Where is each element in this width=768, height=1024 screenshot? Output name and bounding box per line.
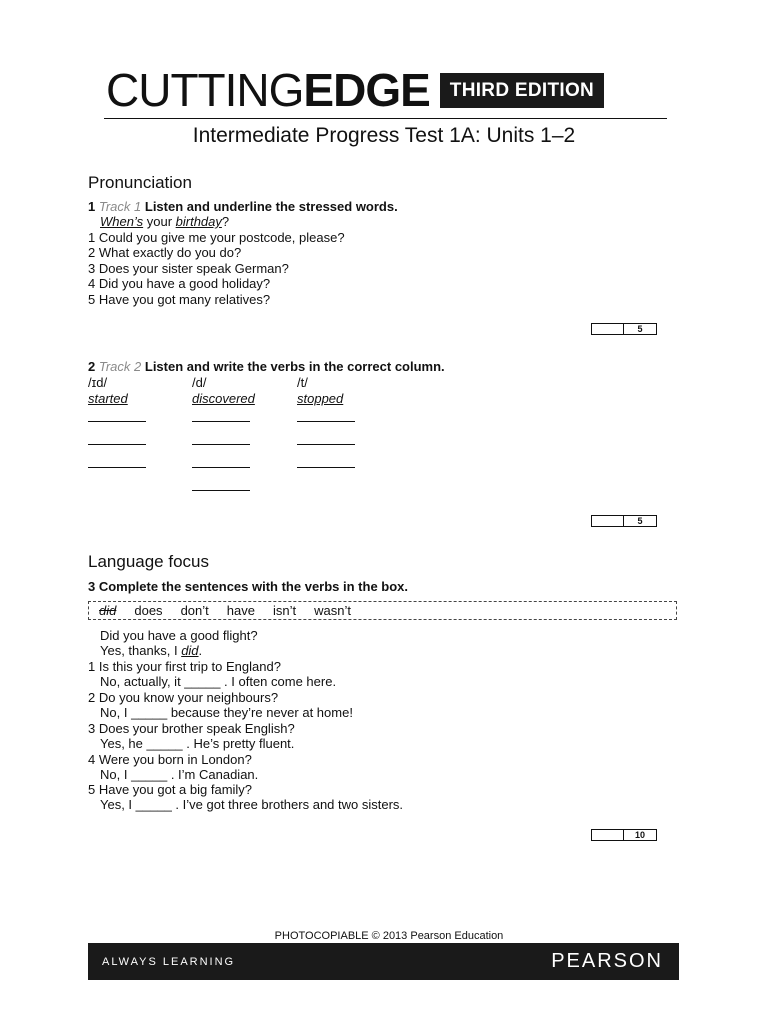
logo-cutting-text: CUTTING (106, 64, 304, 116)
column-sound: /ɪd/ (88, 375, 108, 390)
section-heading-pronunciation: Pronunciation (88, 173, 192, 192)
question-item: 2 What exactly do you do? (88, 245, 242, 260)
section-heading-language-focus: Language focus (88, 552, 209, 571)
question-1-example (100, 214, 229, 230)
header-divider (104, 118, 667, 119)
answer-blank[interactable] (297, 467, 355, 468)
answer-blank[interactable] (297, 444, 355, 445)
question-item: 2 Do you know your neighbours? (88, 690, 279, 705)
answer-blank[interactable] (88, 444, 146, 445)
box-word: wasn’t (314, 603, 351, 618)
question-1-instruction (88, 199, 398, 215)
score-box[interactable] (591, 323, 657, 335)
score-entry[interactable] (592, 324, 624, 334)
column-example: discovered (192, 391, 255, 406)
answer-blank[interactable] (297, 421, 355, 422)
page-title: Intermediate Progress Test 1A: Units 1–2 (192, 124, 576, 147)
score-box[interactable] (591, 515, 657, 527)
question-number: 1 (88, 199, 96, 214)
question-item: 5 Have you got many relatives? (88, 292, 271, 307)
answer-blank[interactable] (88, 421, 146, 422)
answer-line[interactable]: No, I _____ . I’m Canadian. (100, 767, 259, 782)
word-box (88, 601, 677, 620)
example-answer-word: did (181, 643, 199, 658)
question-item: 5 Have you got a big family? (88, 782, 253, 797)
box-word: does (134, 603, 163, 618)
answer-blank[interactable] (192, 490, 250, 491)
example-punctuation: . (198, 643, 203, 658)
score-box[interactable] (591, 829, 657, 841)
answer-line[interactable]: Yes, I _____ . I’ve got three brothers and two sisters. (100, 797, 404, 812)
instruction-text: Listen and write the verbs in the correct column. (144, 359, 445, 374)
example-stressed-word: When’s (100, 214, 144, 229)
answer-blank[interactable] (192, 444, 250, 445)
example-stressed-word: birthday (175, 214, 222, 229)
box-word: don’t (180, 603, 209, 618)
always-learning-tagline: ALWAYS LEARNING (102, 955, 236, 968)
score-entry[interactable] (592, 516, 624, 526)
column-example: started (88, 391, 128, 406)
example-answer (100, 643, 202, 659)
column-example: stopped (297, 391, 344, 406)
answer-blank[interactable] (192, 421, 250, 422)
question-item: 4 Did you have a good holiday? (88, 276, 271, 291)
box-word: isn’t (272, 603, 297, 618)
answer-line[interactable]: No, actually, it _____ . I often come here. (100, 674, 337, 689)
answer-blank[interactable] (192, 467, 250, 468)
edition-badge: THIRD EDITION (440, 73, 604, 108)
column-sound: /d/ (192, 375, 207, 390)
pearson-logo: PEARSON (551, 950, 663, 972)
footer-bar (88, 943, 679, 980)
column-sound: /t/ (297, 375, 308, 390)
example-punctuation: ? (221, 214, 230, 229)
question-3-instruction: 3 Complete the sentences with the verbs in the box. (88, 579, 409, 594)
answer-line[interactable]: No, I _____ because they’re never at home! (100, 705, 353, 720)
example-question: Did you have a good flight? (100, 628, 258, 643)
score-total: 5 (637, 324, 643, 334)
score-total: 5 (637, 516, 643, 526)
track-label: Track 2 (98, 359, 142, 374)
example-text: Yes, thanks, I (100, 643, 182, 658)
question-item: 3 Does your brother speak English? (88, 721, 295, 736)
box-word: have (226, 603, 255, 618)
answer-blank[interactable] (88, 467, 146, 468)
copyright-notice: PHOTOCOPIABLE © 2013 Pearson Education (274, 930, 504, 942)
cutting-edge-logo (106, 64, 604, 116)
question-item: 4 Were you born in London? (88, 752, 252, 767)
question-number: 2 (88, 359, 96, 374)
question-2-instruction (88, 359, 445, 375)
track-label: Track 1 (98, 199, 142, 214)
score-entry[interactable] (592, 830, 624, 840)
instruction-text: Listen and underline the stressed words. (144, 199, 398, 214)
question-item: 1 Is this your first trip to England? (88, 659, 281, 674)
example-text: your (143, 214, 176, 229)
question-item: 3 Does your sister speak German? (88, 261, 289, 276)
score-total: 10 (634, 830, 645, 840)
logo-edge-text: EDGE (303, 64, 430, 116)
answer-line[interactable]: Yes, he _____ . He’s pretty fluent. (100, 736, 295, 751)
question-item: 1 Could you give me your postcode, please? (88, 230, 345, 245)
box-word: did (99, 603, 117, 618)
